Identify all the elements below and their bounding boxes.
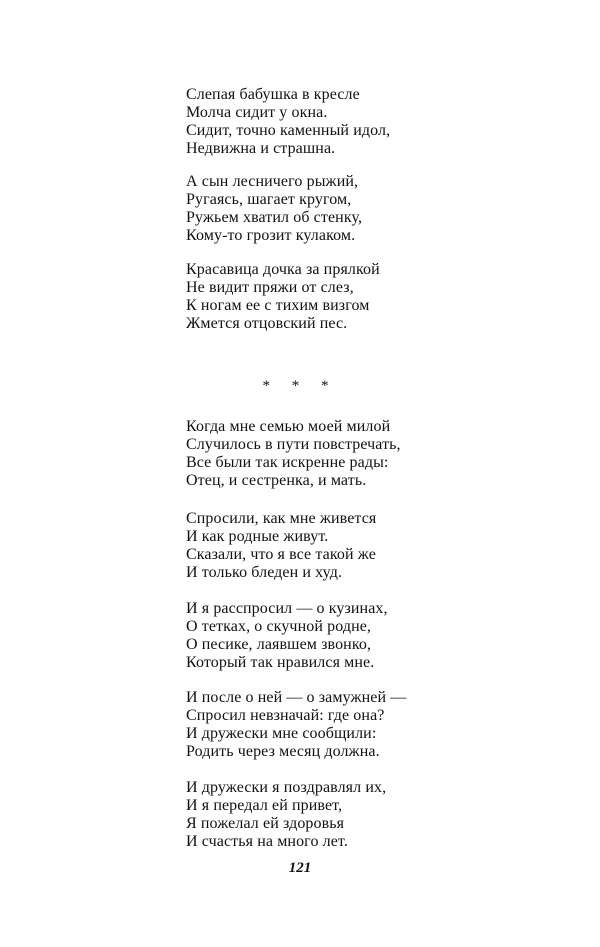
poem-line: К ногам ее с тихим визгом: [186, 297, 370, 314]
section-separator: [0, 378, 600, 395]
poem-line: Жмется отцовский пес.: [186, 315, 348, 332]
poem-line: И счастья на много лет.: [186, 833, 348, 850]
poem1-stanza-1: [186, 86, 390, 158]
poem-line: Красавица дочка за прялкой: [186, 261, 380, 278]
poem-line: Кому-то грозит кулаком.: [186, 227, 356, 244]
poem-line: Молча сидит у окна.: [186, 104, 328, 121]
poem-line: Сказали, что я все такой же: [186, 546, 376, 563]
poem2-stanza-3: [186, 600, 388, 672]
poem-line: И после о ней — о замужней —: [186, 689, 407, 706]
poem-line: Ругаясь, шагает кругом,: [186, 191, 352, 208]
poem-line: Отец, и сестренка, и мать.: [186, 472, 367, 489]
poem-line: Ружьем хватил об стенку,: [186, 209, 363, 226]
poem-line: И только бледен и худ.: [186, 564, 343, 581]
poem-line: Случилось в пути повстречать,: [186, 436, 401, 453]
poem1-stanza-3: [186, 261, 380, 333]
poem-line: Сидит, точно каменный идол,: [186, 122, 391, 139]
poem-line: Спросили, как мне живется: [186, 510, 377, 527]
poem-line: И я передал ей привет,: [186, 797, 343, 814]
page-number: 121: [288, 860, 312, 876]
poem-line: Не видит пряжи от слез,: [186, 279, 354, 296]
poem2-stanza-5: [186, 779, 386, 851]
poem-line: И дружески я поздравлял их,: [186, 779, 387, 796]
poem-line: Который так нравился мне.: [186, 654, 375, 671]
poem-line: Родить через месяц должна.: [186, 743, 380, 760]
poem2-stanza-1: [186, 418, 401, 490]
poem-line: О тетках, о скучной родне,: [186, 618, 372, 635]
poem-line: А сын лесничего рыжий,: [186, 173, 359, 190]
poem-line: И дружески мне сообщили:: [186, 725, 377, 742]
poem-line: О песике, лаявшем звонко,: [186, 636, 372, 653]
poem-line: И как родные живут.: [186, 528, 329, 545]
poem-line: Спросил невзначай: где она?: [186, 707, 385, 724]
poem1-stanza-2: [186, 173, 362, 245]
poem-line: Слепая бабушка в кресле: [186, 86, 360, 103]
poem-line: Все были так искренне рады:: [186, 454, 389, 471]
poem2-stanza-2: [186, 510, 376, 582]
separator-asterisks: * * *: [262, 378, 338, 394]
poem-line: Я пожелал ей здоровья: [186, 815, 345, 832]
poem2-stanza-4: [186, 689, 406, 761]
poem-line: Когда мне семью моей милой: [186, 418, 391, 435]
poem-line: Недвижна и страшна.: [186, 140, 336, 157]
poem-line: И я расспросил — о кузинах,: [186, 600, 388, 617]
